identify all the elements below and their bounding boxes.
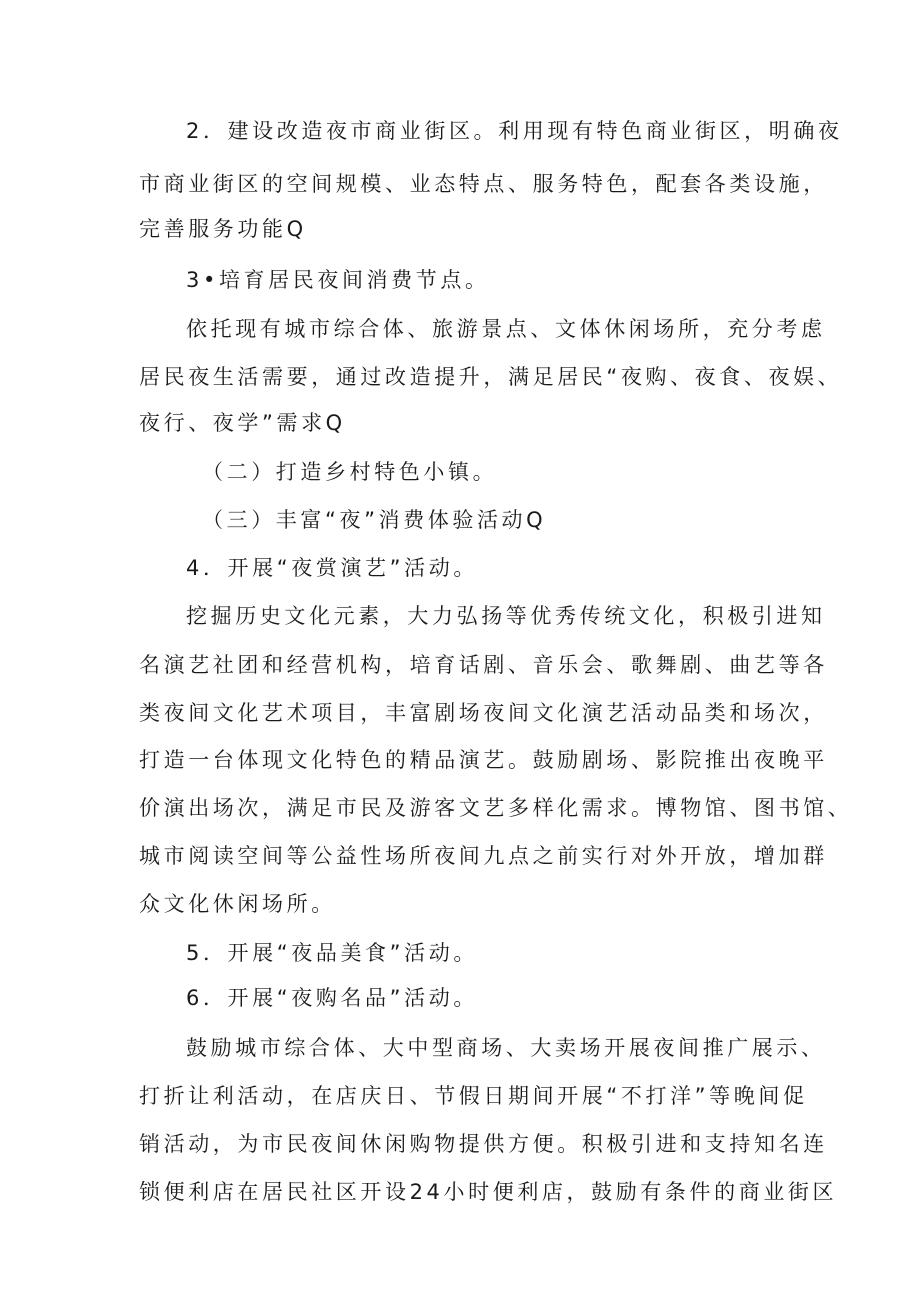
paragraph-line: 名演艺社团和经营机构，培育话剧、音乐会、歌舞剧、曲艺等各 — [139, 653, 828, 677]
paragraph-line: 夜行、夜学”需求Q — [139, 411, 346, 435]
section-heading: 5．开展“夜品美食”活动。 — [186, 941, 478, 965]
paragraph-line: 挖掘历史文化元素，大力弘扬等优秀传统文化，积极引进知 — [186, 604, 826, 628]
paragraph-line: 价演出场次，满足市民及游客文艺多样化需求。博物馆、图书馆、 — [139, 796, 853, 820]
section-heading: 4．开展“夜赏演艺”活动。 — [186, 556, 478, 580]
paragraph-line: 打折让利活动，在店庆日、节假日期间开展“不打洋”等晚间促 — [139, 1084, 808, 1108]
paragraph-line: 锁便利店在居民社区开设24小时便利店，鼓励有条件的商业街区 — [139, 1180, 838, 1204]
section-heading: （三）丰富“夜”消费体验活动Q — [202, 508, 547, 532]
paragraph-line: 居民夜生活需要，通过改造提升，满足居民“夜购、夜食、夜娱、 — [139, 365, 843, 389]
paragraph-line: 打造一台体现文化特色的精品演艺。鼓励剧场、影院推出夜晚平 — [139, 748, 828, 772]
paragraph-line: 销活动，为市民夜间休闲购物提供方便。积极引进和支持知名连 — [139, 1132, 828, 1156]
paragraph-line: 城市阅读空间等公益性场所夜间九点之前实行对外开放，增加群 — [139, 844, 828, 868]
paragraph-line: 市商业街区的空间规模、业态特点、服务特色，配套各类设施， — [139, 172, 828, 196]
paragraph-line: 类夜间文化艺术项目，丰富剧场夜间文化演艺活动品类和场次， — [139, 701, 828, 725]
paragraph-line: 完善服务功能Q — [139, 217, 307, 241]
paragraph-line: 2．建设改造夜市商业街区。利用现有特色商业街区，明确夜 — [186, 119, 843, 143]
paragraph-line: 依托现有城市综合体、旅游景点、文体休闲场所，充分考虑 — [186, 317, 826, 341]
section-heading: 6．开展“夜购名品”活动。 — [186, 986, 478, 1010]
section-heading: （二）打造乡村特色小镇。 — [202, 460, 498, 484]
paragraph-line: 鼓励城市综合体、大中型商场、大卖场开展夜间推广展示、 — [186, 1036, 826, 1060]
section-heading: 3•培育居民夜间消费节点。 — [186, 268, 490, 292]
paragraph-line: 众文化休闲场所。 — [139, 892, 336, 916]
